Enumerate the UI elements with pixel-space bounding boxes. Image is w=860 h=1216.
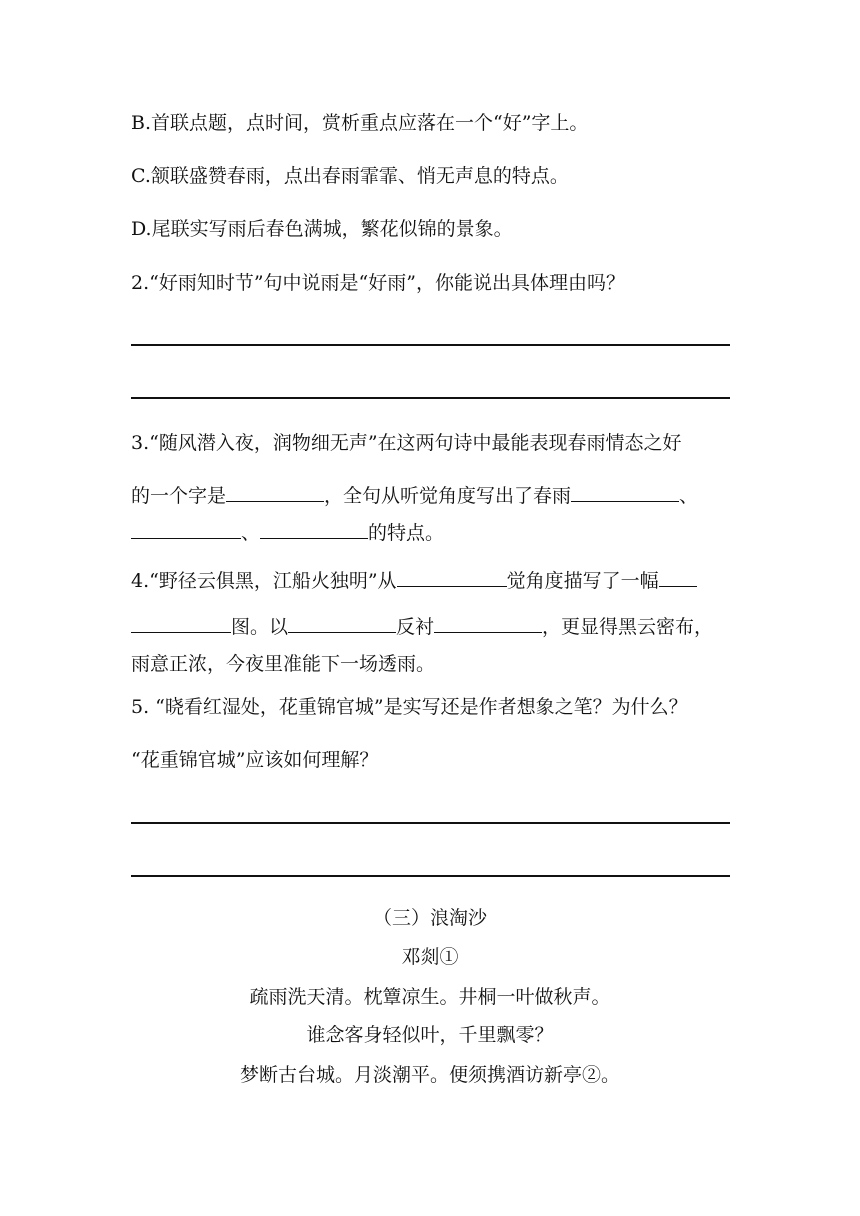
q4-text-a: 4.“野径云俱黑，江船火独明”从 <box>131 570 397 592</box>
q2-prompt: 2.“好雨知时节”句中说雨是“好雨”，你能说出具体理由吗？ <box>131 272 625 294</box>
q1-option-b: B.首联点题，点时间，赏析重点应落在一个“好”字上。 <box>131 112 589 134</box>
q3-line-1: 3.“随风潜入夜，润物细无声”在这两句诗中最能表现春雨情态之好 <box>131 432 682 454</box>
q4-text-b: 觉角度描写了一幅 <box>506 570 659 592</box>
q3-blank-2[interactable] <box>571 481 679 502</box>
poem-line-1: 疏雨洗天清。枕簟凉生。井桐一叶做秋声。 <box>249 986 611 1008</box>
q4-line-3: 雨意正浓，今夜里准能下一场透雨。 <box>131 653 436 675</box>
poem-title: （三）浪淘沙 <box>372 907 487 929</box>
q3-text-d: 、 <box>241 522 261 544</box>
q3-line-3 <box>131 518 444 546</box>
q3-text-b: ，全句从听觉角度写出了春雨 <box>324 485 572 507</box>
poem-line-2: 谁念客身轻似叶，千里飘零？ <box>306 1024 554 1046</box>
q3-blank-4[interactable] <box>260 518 368 539</box>
q4-blank-1[interactable] <box>397 566 507 587</box>
q4-line-2 <box>131 612 713 640</box>
q4-blank-4[interactable] <box>434 612 542 633</box>
q4-line-1 <box>131 566 697 594</box>
q5-answer-line-2[interactable] <box>131 875 730 877</box>
q4-blank-3[interactable] <box>288 612 396 633</box>
q3-text-a: 的一个字是 <box>131 485 227 507</box>
q1-option-c: C.颔联盛赞春雨，点出春雨霏霏、悄无声息的特点。 <box>131 165 569 187</box>
poem-line-3: 梦断古台城。月淡潮平。便须携酒访新亭②。 <box>239 1064 620 1086</box>
q3-text-e: 的特点。 <box>368 522 445 544</box>
q1-option-d: D.尾联实写雨后春色满城，繁花似锦的景象。 <box>131 218 513 240</box>
q4-text-e: ，更显得黑云密布， <box>542 616 714 638</box>
q4-text-d: 反衬 <box>396 616 435 638</box>
q4-blank-2a[interactable] <box>659 566 697 587</box>
q5-answer-line-1[interactable] <box>131 822 730 824</box>
poem-author: 邓剡① <box>401 946 459 968</box>
q4-text-c: 图。以 <box>231 616 289 638</box>
q2-answer-line-1[interactable] <box>131 344 730 346</box>
q3-line-2 <box>131 481 698 509</box>
q3-text-c: 、 <box>679 485 699 507</box>
q5-line-1: 5. “晓看红湿处，花重锦官城”是实写还是作者想象之笔？为什么？ <box>131 696 688 718</box>
q3-blank-3[interactable] <box>131 518 241 539</box>
q4-blank-2b[interactable] <box>131 612 231 633</box>
q2-answer-line-2[interactable] <box>131 397 730 399</box>
q5-line-2: “花重锦官城”应该如何理解？ <box>131 749 379 771</box>
q3-blank-1[interactable] <box>226 481 324 502</box>
